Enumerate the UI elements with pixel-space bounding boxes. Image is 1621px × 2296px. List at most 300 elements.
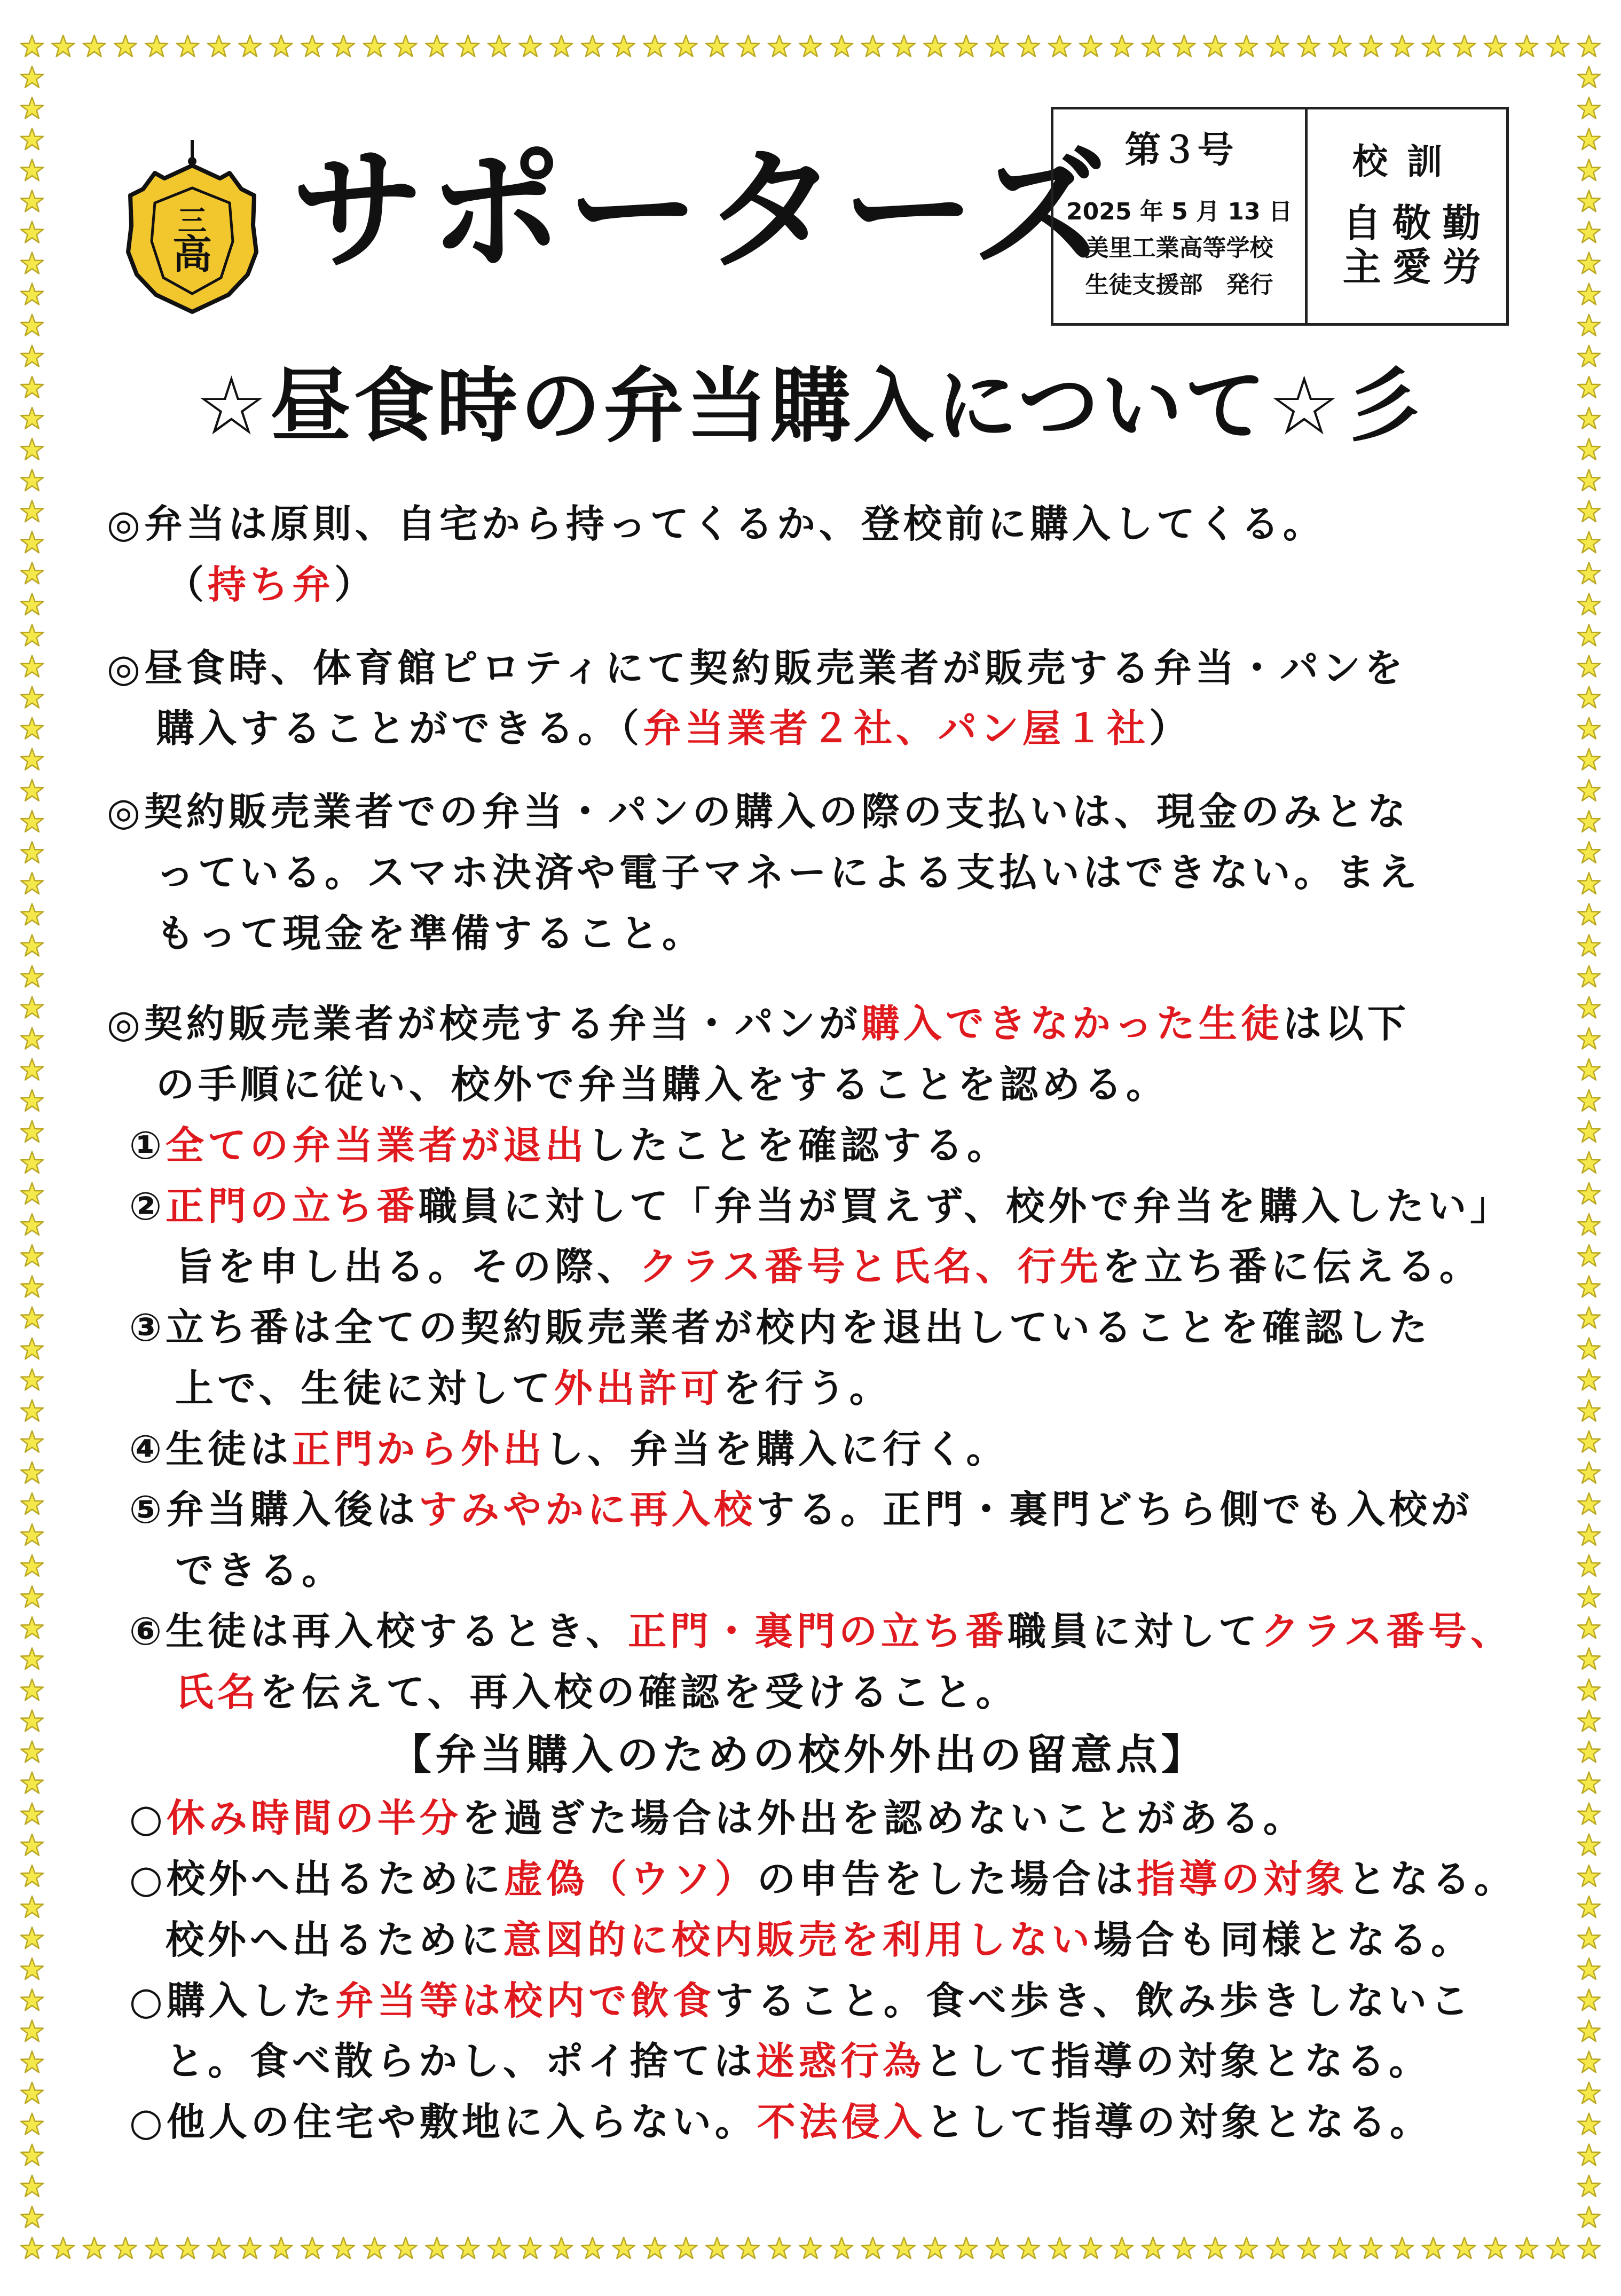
highlight-text: 虚偽（ウソ）: [503, 1857, 757, 1902]
border-star-icon: [1578, 66, 1600, 88]
border-star-icon: [21, 190, 43, 211]
border-star-icon: [581, 2237, 604, 2259]
border-star-icon: [21, 345, 43, 367]
highlight-text: 不法侵入: [757, 2100, 926, 2145]
border-star-icon: [301, 2237, 324, 2259]
text-span: ）: [1149, 706, 1192, 751]
border-star-icon: [1578, 687, 1600, 708]
paragraph-line: の手順に従い、校外で弁当購入をすることを認める。: [156, 1062, 1169, 1107]
border-star-icon: [426, 2237, 448, 2259]
border-star-icon: [1578, 1090, 1600, 1111]
motto-chars: [1337, 200, 1486, 289]
border-star-icon: [21, 625, 43, 646]
border-star-icon: [1578, 625, 1600, 646]
text-span: （: [166, 562, 208, 607]
border-star-icon: [270, 35, 293, 57]
border-star-icon: [1578, 1524, 1600, 1545]
border-star-icon: [799, 2237, 822, 2259]
text-span: ○他人の住宅や敷地に入らない。: [129, 2100, 757, 2145]
border-star-icon: [21, 1462, 43, 1483]
issue-info-box: [1051, 107, 1509, 326]
border-star-icon: [21, 159, 43, 180]
border-star-icon: [1329, 35, 1351, 57]
border-star-icon: [21, 997, 43, 1018]
paragraph-line: っている。スマホ決済や電子マネーによる支払いはできない。まえ: [156, 850, 1421, 895]
border-star-icon: [21, 1059, 43, 1080]
border-star-icon: [21, 2206, 43, 2228]
step-5: [107, 1480, 1548, 1540]
border-star-icon: [1080, 2237, 1102, 2259]
step-6: [107, 1601, 1548, 1662]
border-star-icon: [426, 35, 448, 57]
text-span: として指導の対象となる。: [925, 2100, 1432, 2145]
border-star-icon: [145, 35, 168, 57]
motto-char: 労: [1442, 243, 1481, 289]
border-star-icon: [21, 1338, 43, 1359]
text-span: ②: [129, 1183, 166, 1229]
highlight-text: クラス番号と氏名、行先: [639, 1244, 1102, 1289]
border-star-icon: [706, 2237, 728, 2259]
border-star-icon: [1578, 2020, 1600, 2041]
paragraph-line: [107, 555, 1548, 616]
highlight-text: 持ち弁: [208, 562, 335, 607]
border-star-icon: [21, 1431, 43, 1452]
border-star-icon: [675, 35, 697, 57]
border-star-icon: [737, 35, 760, 57]
border-star-icon: [21, 1369, 43, 1390]
text-span: 上で、生徒に対して: [175, 1365, 554, 1411]
border-star-icon: [21, 1400, 43, 1421]
motto-char: 勤: [1442, 200, 1481, 246]
border-star-icon: [21, 1121, 43, 1142]
note-3: [107, 1971, 1548, 2032]
border-star-icon: [21, 2113, 43, 2135]
border-star-icon: [21, 314, 43, 336]
border-star-icon: [177, 2237, 199, 2259]
border-star-icon: [1173, 35, 1195, 57]
border-star-icon: [208, 35, 230, 57]
school-emblem-logo: [123, 140, 262, 316]
border-star-icon: [1297, 35, 1320, 57]
note-3-continued: [107, 2031, 1548, 2092]
border-star-icon: [1516, 35, 1538, 57]
border-star-icon: [581, 35, 604, 57]
text-span: となる。: [1347, 1857, 1516, 1902]
border-star-icon: [862, 2237, 884, 2259]
border-star-icon: [21, 1865, 43, 1886]
border-star-icon: [924, 35, 946, 57]
note-1: [107, 1788, 1548, 1849]
border-star-icon: [768, 2237, 791, 2259]
border-star-icon: [21, 222, 43, 243]
border-star-icon: [21, 500, 43, 522]
border-star-icon: [1080, 35, 1102, 57]
border-star-icon: [519, 2237, 541, 2259]
highlight-text: 意図的に校内販売を利用しない: [503, 1917, 1094, 1962]
border-star-icon: [21, 872, 43, 894]
border-star-icon: [1578, 222, 1600, 243]
border-star-icon: [1578, 811, 1600, 832]
border-star-icon: [893, 2237, 915, 2259]
border-star-icon: [1578, 1152, 1600, 1173]
note-2: [107, 1849, 1548, 1910]
text-span: する。正門・裏門どちら側でも入校が: [756, 1487, 1473, 1532]
border-star-icon: [21, 1648, 43, 1669]
border-star-icon: [675, 2237, 697, 2259]
border-star-icon: [1578, 1989, 1600, 2010]
school-name: 美里工業高等学校: [1085, 234, 1273, 262]
border-star-icon: [488, 35, 510, 57]
border-star-icon: [986, 2237, 1009, 2259]
note-2-continued: [107, 1910, 1548, 1971]
highlight-text: すみやかに再入校: [418, 1487, 756, 1532]
border-star-icon: [239, 2237, 261, 2259]
border-star-icon: [21, 284, 43, 305]
border-star-icon: [1547, 35, 1569, 57]
text-span: を伝えて、再入校の確認を受けること。: [259, 1669, 1018, 1715]
border-star-icon: [612, 35, 635, 57]
text-span: と。食べ散らかし、ポイ捨ては: [166, 2039, 757, 2084]
paragraph-line: [107, 698, 1548, 759]
border-star-icon: [1578, 2144, 1600, 2166]
border-star-icon: [21, 1214, 43, 1235]
border-star-icon: [21, 811, 43, 832]
border-star-icon: [1578, 284, 1600, 305]
border-star-icon: [21, 1276, 43, 1297]
border-star-icon: [21, 1741, 43, 1763]
border-star-icon: [1453, 35, 1476, 57]
issue-number: 第３号: [1124, 129, 1234, 171]
text-span: ⑥生徒は再入校するとき、: [129, 1608, 628, 1654]
border-star-icon: [1484, 2237, 1507, 2259]
highlight-text: 弁当等は校内で飲食: [335, 1978, 715, 2023]
text-span: 旨を申し出る。その際、: [175, 1244, 640, 1289]
border-star-icon: [21, 128, 43, 150]
border-star-icon: [1547, 2237, 1569, 2259]
border-star-icon: [239, 35, 261, 57]
border-star-icon: [21, 780, 43, 801]
border-star-icon: [1329, 2237, 1351, 2259]
border-star-icon: [955, 2237, 978, 2259]
border-star-icon: [924, 2237, 946, 2259]
border-star-icon: [1578, 345, 1600, 367]
notes-heading: 【弁当購入のための校外外出の留意点】: [389, 1731, 1207, 1780]
border-star-icon: [1578, 1431, 1600, 1452]
text-span: を立ち番に伝える。: [1101, 1244, 1482, 1289]
border-star-icon: [457, 2237, 479, 2259]
border-star-icon: [1360, 35, 1382, 57]
border-star-icon: [21, 2175, 43, 2197]
border-star-icon: [1578, 1896, 1600, 1917]
step-6-continued: [107, 1662, 1548, 1723]
border-star-icon: [1236, 2237, 1258, 2259]
text-span: ○: [129, 1796, 167, 1841]
text-span: ①: [129, 1122, 166, 1168]
paragraph-line: ◎契約販売業者での弁当・パンの購入の際の支払いは、現金のみとな: [107, 789, 1410, 834]
text-span: ）: [334, 562, 377, 607]
border-star-icon: [1578, 314, 1600, 336]
border-star-icon: [1578, 1493, 1600, 1514]
border-star-icon: [1578, 997, 1600, 1018]
highlight-text: 正門の立ち番: [165, 1183, 419, 1229]
text-span: ④生徒は: [129, 1426, 292, 1472]
border-star-icon: [1578, 1028, 1600, 1049]
text-span: 購入することができる。（: [156, 706, 643, 751]
text-span: し、弁当を購入に行く。: [545, 1426, 1009, 1472]
border-star-icon: [1578, 469, 1600, 491]
border-star-icon: [1578, 562, 1600, 584]
border-star-icon: [21, 1803, 43, 1825]
highlight-text: 正門・裏門の立ち番: [628, 1608, 1008, 1654]
border-star-icon: [1516, 2237, 1538, 2259]
text-span: を過ぎた場合は外出を認めないことがある。: [461, 1796, 1305, 1841]
border-star-icon: [706, 35, 728, 57]
border-star-icon: [612, 2237, 635, 2259]
border-star-icon: [644, 35, 666, 57]
border-star-icon: [1578, 1400, 1600, 1421]
border-star-icon: [21, 1989, 43, 2010]
border-star-icon: [21, 1710, 43, 1732]
border-star-icon: [21, 903, 43, 925]
text-span: を行う。: [722, 1365, 892, 1411]
border-star-icon: [114, 2237, 137, 2259]
border-star-icon: [1017, 35, 1040, 57]
border-star-icon: [1204, 35, 1226, 57]
border-star-icon: [1173, 2237, 1195, 2259]
border-star-icon: [1578, 1555, 1600, 1576]
note-4: [107, 2092, 1548, 2153]
border-star-icon: [1578, 1772, 1600, 1794]
text-span: 場合も同様となる。: [1093, 1917, 1474, 1962]
text-span: したことを確認する。: [587, 1122, 1009, 1168]
border-star-icon: [1578, 1834, 1600, 1855]
border-star-icon: [1578, 2206, 1600, 2228]
step-4: [107, 1419, 1548, 1480]
border-star-icon: [21, 35, 43, 57]
motto-char: 主: [1342, 243, 1381, 289]
school-motto: [1308, 109, 1506, 323]
border-star-icon: [21, 469, 43, 491]
border-star-icon: [457, 35, 479, 57]
border-star-icon: [364, 2237, 386, 2259]
border-star-icon: [1578, 656, 1600, 677]
border-star-icon: [21, 1586, 43, 1607]
border-star-icon: [1578, 1276, 1600, 1297]
border-star-icon: [644, 2237, 666, 2259]
text-span: は以下: [1282, 1001, 1410, 1047]
newsletter-title: サポーターズ: [291, 133, 1111, 288]
border-star-icon: [1578, 1183, 1600, 1204]
border-star-icon: [1578, 1648, 1600, 1669]
step-5-continued: できる。: [175, 1548, 344, 1593]
border-star-icon: [1578, 2113, 1600, 2135]
border-star-icon: [1422, 35, 1445, 57]
border-star-icon: [52, 35, 74, 57]
border-star-icon: [1266, 35, 1289, 57]
border-star-icon: [1111, 35, 1133, 57]
text-span: ○校外へ出るために: [129, 1857, 504, 1902]
text-span: 校外へ出るために: [166, 1917, 503, 1962]
border-star-icon: [21, 2144, 43, 2166]
border-star-icon: [21, 687, 43, 708]
border-star-icon: [1453, 2237, 1476, 2259]
border-star-icon: [1578, 1121, 1600, 1142]
border-star-icon: [1578, 1927, 1600, 1948]
border-star-icon: [1578, 903, 1600, 925]
highlight-text: 休み時間の半分: [166, 1796, 462, 1841]
border-star-icon: [208, 2237, 230, 2259]
highlight-text: 迷惑行為: [756, 2039, 925, 2084]
border-star-icon: [177, 35, 199, 57]
border-star-icon: [21, 1958, 43, 1979]
text-span: すること。食べ歩き、飲み歩きしないこ: [714, 1978, 1473, 2023]
motto-char: 敬: [1392, 200, 1431, 246]
border-star-icon: [21, 1183, 43, 1204]
border-star-icon: [21, 966, 43, 987]
border-star-icon: [21, 1493, 43, 1514]
text-span: ◎契約販売業者が校売する弁当・パンが: [107, 1001, 861, 1047]
border-star-icon: [21, 2237, 43, 2259]
border-star-icon: [1049, 2237, 1071, 2259]
border-star-icon: [1142, 2237, 1164, 2259]
border-star-icon: [550, 35, 573, 57]
border-star-icon: [1578, 749, 1600, 770]
border-star-icon: [21, 1617, 43, 1638]
border-star-icon: [21, 1152, 43, 1173]
motto-label: 校訓: [1352, 140, 1461, 182]
border-star-icon: [1422, 2237, 1445, 2259]
border-star-icon: [1578, 97, 1600, 119]
text-span: ⑤弁当購入後は: [129, 1487, 419, 1532]
motto-char: 愛: [1392, 243, 1431, 289]
border-star-icon: [1391, 35, 1413, 57]
text-span: 職員に対して「弁当が買えず、校外で弁当を購入したい」: [418, 1183, 1513, 1229]
text-span: の申告をした場合は: [757, 1857, 1137, 1902]
border-star-icon: [1578, 1586, 1600, 1607]
border-star-icon: [862, 35, 884, 57]
border-star-icon: [21, 656, 43, 677]
step-3: ③立ち番は全ての契約販売業者が校内を退出していることを確認した: [129, 1305, 1431, 1350]
step-2-continued: [107, 1237, 1548, 1298]
border-star-icon: [1578, 1307, 1600, 1328]
border-star-icon: [21, 1772, 43, 1794]
border-star-icon: [83, 2237, 106, 2259]
border-star-icon: [21, 1896, 43, 1917]
border-star-icon: [21, 1927, 43, 1948]
page-headline: ☆昼食時の弁当購入について☆彡: [195, 359, 1426, 453]
paragraph-line: もって現金を準備すること。: [156, 910, 705, 956]
border-star-icon: [1578, 718, 1600, 739]
border-star-icon: [1578, 2237, 1600, 2259]
border-star-icon: [519, 35, 541, 57]
border-star-icon: [21, 2082, 43, 2104]
border-star-icon: [1297, 2237, 1320, 2259]
border-star-icon: [1578, 1214, 1600, 1235]
border-star-icon: [21, 1679, 43, 1701]
border-star-icon: [1578, 1369, 1600, 1390]
border-star-icon: [21, 253, 43, 274]
border-star-icon: [52, 2237, 74, 2259]
border-star-icon: [21, 1090, 43, 1111]
border-star-icon: [1578, 1803, 1600, 1825]
border-star-icon: [21, 1555, 43, 1576]
border-star-icon: [955, 35, 978, 57]
border-star-icon: [1578, 2082, 1600, 2104]
border-star-icon: [1578, 35, 1600, 57]
border-star-icon: [83, 35, 106, 57]
border-star-icon: [21, 97, 43, 119]
highlight-text: 購入できなかった生徒: [861, 1001, 1283, 1047]
border-star-icon: [1578, 1958, 1600, 1979]
border-star-icon: [1578, 190, 1600, 211]
paragraph-line: [107, 994, 1548, 1055]
border-star-icon: [737, 2237, 760, 2259]
border-star-icon: [1578, 128, 1600, 150]
svg-text:三: 三: [178, 204, 207, 238]
border-star-icon: [21, 1834, 43, 1855]
issue-details: [1053, 109, 1308, 323]
border-star-icon: [21, 1524, 43, 1545]
border-star-icon: [1578, 2175, 1600, 2197]
step-2: [107, 1176, 1548, 1237]
border-star-icon: [1578, 531, 1600, 553]
border-star-icon: [21, 531, 43, 553]
border-star-icon: [1360, 2237, 1382, 2259]
logo-char: 高: [172, 232, 212, 278]
border-star-icon: [1484, 35, 1507, 57]
border-star-icon: [332, 2237, 355, 2259]
border-star-icon: [1578, 594, 1600, 615]
border-star-icon: [270, 2237, 293, 2259]
border-star-icon: [21, 2020, 43, 2041]
motto-char: 自: [1342, 200, 1381, 246]
border-star-icon: [21, 749, 43, 770]
border-star-icon: [893, 35, 915, 57]
border-star-icon: [1578, 1679, 1600, 1701]
border-star-icon: [1578, 935, 1600, 956]
border-star-icon: [1578, 1059, 1600, 1080]
paragraph-line: ◎弁当は原則、自宅から持ってくるか、登校前に購入してくる。: [107, 501, 1325, 546]
border-star-icon: [799, 35, 822, 57]
border-star-icon: [488, 2237, 510, 2259]
border-star-icon: [21, 562, 43, 584]
border-star-icon: [1391, 2237, 1413, 2259]
border-star-icon: [395, 35, 417, 57]
border-star-icon: [332, 35, 355, 57]
border-star-icon: [1578, 1710, 1600, 1732]
border-star-icon: [1578, 872, 1600, 894]
border-star-icon: [1142, 35, 1164, 57]
border-star-icon: [1236, 35, 1258, 57]
border-star-icon: [395, 2237, 417, 2259]
highlight-text: 氏名: [175, 1669, 260, 1715]
paragraph-line: ◎昼食時、体育館ピロティにて契約販売業者が販売する弁当・パンを: [107, 645, 1407, 690]
border-star-icon: [1578, 1865, 1600, 1886]
border-star-icon: [301, 35, 324, 57]
border-star-icon: [1578, 2051, 1600, 2073]
border-star-icon: [21, 1307, 43, 1328]
border-star-icon: [21, 718, 43, 739]
border-star-icon: [364, 35, 386, 57]
step-3-continued: [107, 1358, 1548, 1419]
border-star-icon: [21, 935, 43, 956]
border-star-icon: [114, 35, 137, 57]
border-star-icon: [1578, 159, 1600, 180]
highlight-text: 弁当業者２社、パン屋１社: [643, 706, 1150, 751]
border-star-icon: [1578, 1338, 1600, 1359]
border-star-icon: [986, 35, 1009, 57]
border-star-icon: [830, 2237, 853, 2259]
